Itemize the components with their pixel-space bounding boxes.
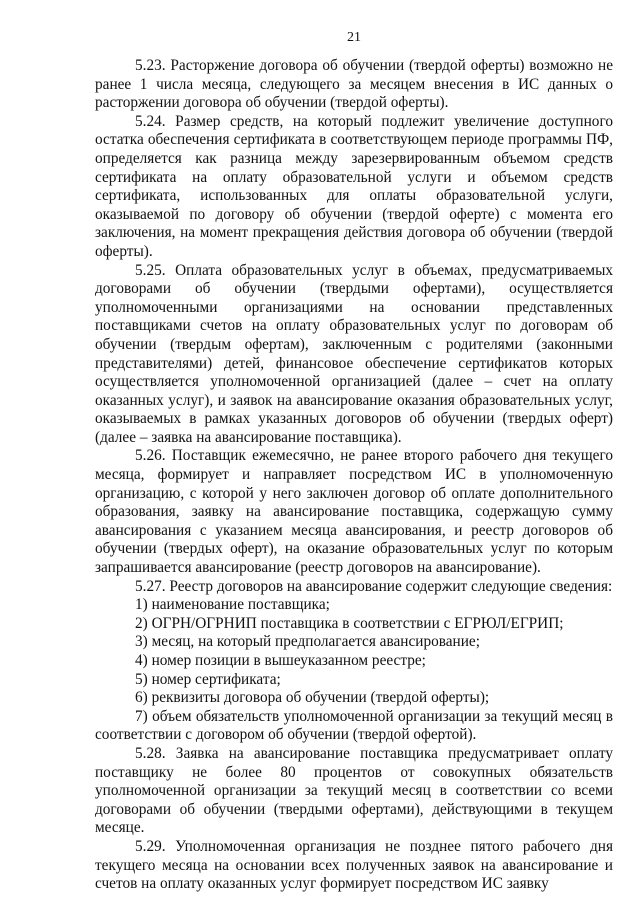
paragraph-5-26: 5.26. Поставщик ежемесячно, не ранее второго рабочего дня текущего месяца, формирует и направляет посредством ИС в уполномоченную организацию, с которой у него заключен договор об оплате дополнительного образования, заявку на авансирование поставщика, содержащую сумму авансирования с указанием месяца авансирования, и реестр договоров об обучении (твердых оферт), на оказание образовательных услуг по которым запрашивается авансирование (реестр договоров на авансирование). <box>95 447 613 577</box>
list-item: 3) месяц, на который предполагается авансирование; <box>135 633 480 651</box>
list-item: 5) номер сертификата; <box>135 670 281 688</box>
list-item: 1) наименование поставщика; <box>135 596 330 614</box>
paragraph-5-27: 5.27. Реестр договоров на авансирование содержит следующие сведения: <box>135 577 613 595</box>
paragraph-5-28: 5.28. Заявка на авансирование поставщика предусматривает оплату поставщику не более 80 процентов от совокупных обязательств уполномоченной организации за текущий месяц в соответствии со всеми договорами об обучении (твердыми офертами), действующими в текущем месяце. <box>95 744 613 837</box>
paragraph-5-25: 5.25. Оплата образовательных услуг в объемах, предусматриваемых договорами об обучении (твердыми офертами), осуществляется уполномоченными организациями на основании представленных поставщиками счетов на оплату образовательных услуг по договорам об обучении (твердым офертам), заключенным с родителями (законными представителями) детей, финансовое обеспечение сертификатов которых осуществляется уполномоченной организацией (далее – счет на оплату оказанных услуг), и заявок на авансирование оказания образовательных услуг, оказываемых в рамках указанных договоров об обучении (твердых оферт) (далее – заявка на авансирование поставщика). <box>95 261 613 446</box>
document-body <box>95 57 613 894</box>
paragraph-5-29: 5.29. Уполномоченная организация не позднее пятого рабочего дня текущего месяца на основании всех полученных заявок на авансирование и счетов на оплату оказанных услуг формирует посредством ИС заявку <box>95 837 613 893</box>
list-item: 6) реквизиты договора об обучении (твердой оферты); <box>135 689 490 707</box>
page-number: 21 <box>347 30 361 45</box>
list-item: 4) номер позиции в вышеуказанном реестре; <box>135 652 426 669</box>
paragraph-5-23: 5.23. Расторжение договора об обучении (твердой оферты) возможно не ранее 1 числа месяца, следующего за месяцем внесения в ИС данных о расторжении договора об обучении (твердой оферты). <box>95 57 613 112</box>
list-item: 7) объем обязательств уполномоченной организации за текущий месяц в соответствии с договором об обучении (твердой офертой). <box>95 707 613 744</box>
list-item: 2) ОГРН/ОГРНИП поставщика в соответствии с ЕГРЮЛ/ЕГРИП; <box>135 614 564 632</box>
paragraph-5-24: 5.24. Размер средств, на который подлежит увеличение доступного остатка обеспечения сертификата в соответствующем периоде программы ПФ, определяется как разница между зарезервированным объемом средств сертификата на оплату образовательной услуги и объемом средств сертификата, использованных для оплаты образовательной услуги, оказываемой по договору об обучении (твердой оферте) с момента его заключения, на момент прекращения действия договора об обучении (твердой оферты). <box>95 112 613 260</box>
